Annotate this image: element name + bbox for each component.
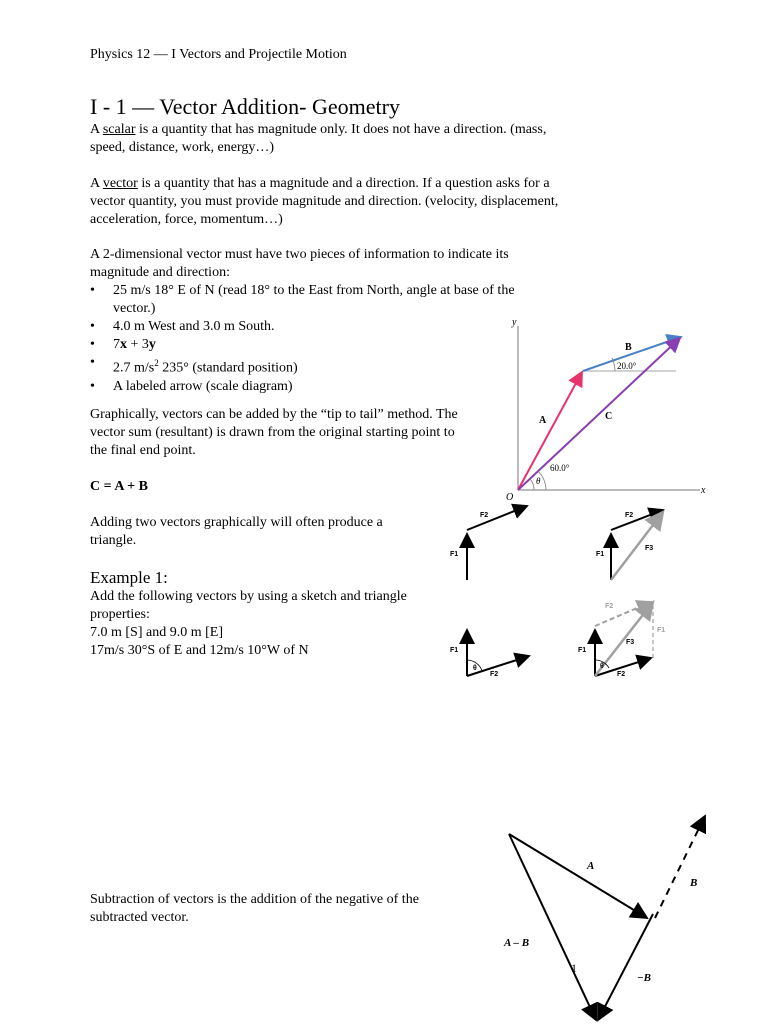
theta-label: θ (473, 665, 477, 672)
force-f1-label: F1 (578, 647, 587, 654)
vector-post: is a quantity that has a magnitude and a direction. If a question asks for a vector quantity, you must provide magnitude and direction. (velocity, displacement, acceleration, force, momentum…) (90, 176, 559, 227)
bullet-bold-y: y (148, 337, 156, 352)
vector-b-label: B (625, 342, 632, 353)
bullet-text: A labeled arrow (scale diagram) (113, 378, 293, 394)
force-f1-label: F1 (450, 647, 459, 654)
vector-definition (90, 175, 560, 229)
x-axis-label: x (701, 485, 706, 496)
page-title: I - 1 — Vector Addition- Geometry (90, 94, 400, 119)
scalar-definition (90, 121, 560, 157)
vector-addition-diagram (490, 312, 720, 504)
bullet-text: 235° (standard position) (158, 360, 298, 376)
vector-a-minus-b-arrow (509, 834, 596, 1020)
bullet-text: 4.0 m West and 3.0 m South. (113, 319, 275, 334)
bullet-text: 25 m/s 18° E of N (read 18° to the East from North, angle at base of the vector.) (113, 283, 515, 316)
force-f2-label: F2 (490, 671, 499, 678)
vector-b-label: B (690, 877, 698, 889)
scalar-term: scalar (102, 122, 136, 137)
list-item: • 4.0 m West and 3.0 m South. (90, 319, 275, 334)
force-f2-label: F2 (625, 512, 634, 519)
force-diagrams (445, 498, 675, 688)
scalar-post: is a quantity that has magnitude only. It does not have a direction. (mass, speed, distance, work, energy…) (90, 122, 547, 155)
force-f1-label: F1 (596, 551, 605, 558)
force-f2-label: F2 (480, 512, 489, 519)
force-f2-label: F2 (617, 671, 626, 678)
vector-equation: C = A + B (90, 479, 148, 494)
origin-label: O (506, 492, 514, 503)
diagram-mark: 1 (571, 961, 577, 975)
bullet-bold-x: x (120, 337, 127, 352)
vector-pre: A (90, 176, 103, 191)
page-header: Physics 12 — I Vectors and Projectile Motion (90, 47, 347, 62)
example-body (90, 588, 440, 660)
vector-c-label: C (605, 411, 613, 422)
vector-subtraction-diagram (495, 810, 720, 1024)
list-item: • 2.7 $m/s^2$ 235° (standard position) (90, 355, 298, 376)
list-item: • A labeled arrow (scale diagram) (90, 378, 293, 394)
force-f1-dashed-label: F1 (657, 627, 666, 634)
vector-a-label: A (587, 860, 595, 872)
vector-b-dashed-arrow (655, 816, 705, 918)
bullet-text: 2.7 m/s (113, 360, 155, 376)
example-title: Example 1: (90, 568, 168, 587)
theta-label: θ (536, 476, 541, 486)
adding-text: Adding two vectors graphically will often produce a triangle. (90, 515, 383, 548)
force-f2-arrow (611, 510, 663, 530)
bullet-text: 7 (113, 337, 120, 352)
two-dim-intro: A 2-dimensional vector must have two pieces of information to indicate its magnitude and direction: (90, 247, 509, 280)
theta-label: θ (600, 663, 604, 670)
force-f3-label: F3 (626, 639, 635, 646)
vector-c-arrow (518, 338, 680, 490)
subtraction-text: Subtraction of vectors is the addition of the negative of the subtracted vector. (90, 892, 419, 925)
list-item: • 7x + 3y (90, 337, 156, 352)
force-f3-label: F3 (645, 545, 654, 552)
vector-neg-b-arrow (598, 914, 653, 1020)
vector-neg-b-label: −B (637, 972, 652, 984)
graphical-method-text: Graphically, vectors can be added by the “tip to tail” method. The vector sum (resultant) is drawn from the original starting point to the final end point. (90, 407, 458, 458)
list-item: • 25 m/s 18° E of N (read 18° to the East from North, angle at base of the vector.) (90, 283, 515, 316)
angle-c-label: 60.0° (550, 463, 570, 473)
force-f2-dashed-label: F2 (605, 603, 614, 610)
theta-arc (530, 479, 534, 490)
example-line: Add the following vectors by using a sketch and triangle properties: (90, 589, 407, 622)
force-f2-arrow (467, 506, 527, 530)
bullet-text: + 3 (127, 337, 149, 352)
angle-b-label: 20.0° (617, 361, 637, 371)
example-line: 7.0 m [S] and 9.0 m [E] (90, 625, 223, 640)
example-line: 17m/s 30°S of E and 12m/s 10°W of N (90, 643, 309, 658)
force-f1-label: F1 (450, 551, 459, 558)
vector-term: vector (102, 176, 138, 191)
force-f3-arrow (611, 512, 663, 580)
vector-a-label: A (539, 415, 547, 426)
scalar-pre: A (90, 122, 103, 137)
bullet-superscript: 2 (154, 358, 159, 368)
vector-a-minus-b-label: A – B (504, 937, 530, 949)
y-axis-label: y (512, 317, 517, 328)
